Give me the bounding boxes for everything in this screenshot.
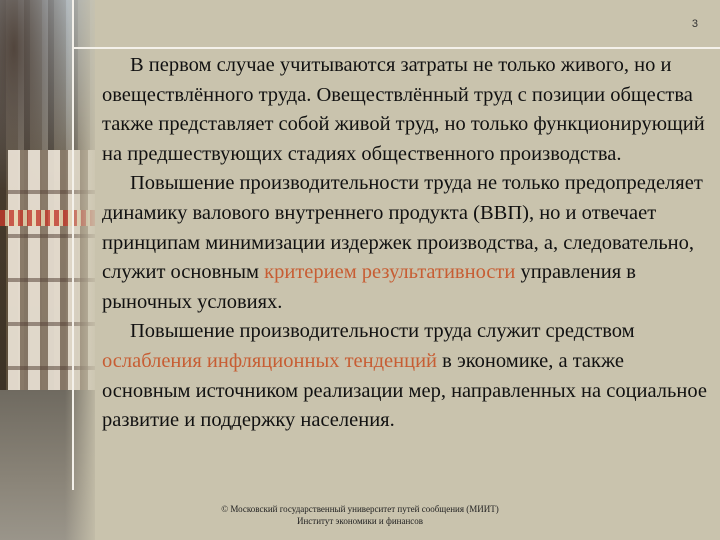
paragraph-2 xyxy=(102,169,708,317)
building-photo xyxy=(0,0,95,540)
paragraph-2-text-b: управления в рыночных условиях. xyxy=(102,261,636,313)
highlight-criterion: критерием результативности xyxy=(264,261,516,284)
footer xyxy=(185,503,535,527)
paragraph-3-text-b: в экономике, а также основным источником реализации мер, направленных на социальное развитие и поддержку населения. xyxy=(102,349,707,432)
paragraph-1-text: В первом случае учитываются затраты не только живого, но и овеществлённого труда. Овеществлённый труд с позиции общества также представляет собой живой труд, но только функционирующий на предшествующих стадиях общественного производства. xyxy=(102,54,705,165)
page-number: 3 xyxy=(691,18,698,30)
vertical-divider xyxy=(72,0,74,490)
paragraph-1 xyxy=(102,51,708,169)
footer-institute: Институт экономики и финансов xyxy=(296,516,424,526)
paragraph-3-text-a: Повышение производительности труда служит средством xyxy=(130,320,635,343)
paragraph-3 xyxy=(102,317,708,435)
slide-body xyxy=(102,51,708,436)
paragraph-2-text-a: Повышение производительности труда не только предопределяет динамику валового внутреннего продукта (ВВП), но и отвечает принципам минимизации издержек производства, а, следовательно, служит основным xyxy=(102,172,703,284)
highlight-inflation: ослабления инфляционных тенденций xyxy=(102,349,438,372)
top-divider xyxy=(72,47,720,49)
photo-fade xyxy=(65,0,95,540)
footer-copyright: © Московский государственный университет путей сообщения (МИИТ) xyxy=(221,504,499,514)
